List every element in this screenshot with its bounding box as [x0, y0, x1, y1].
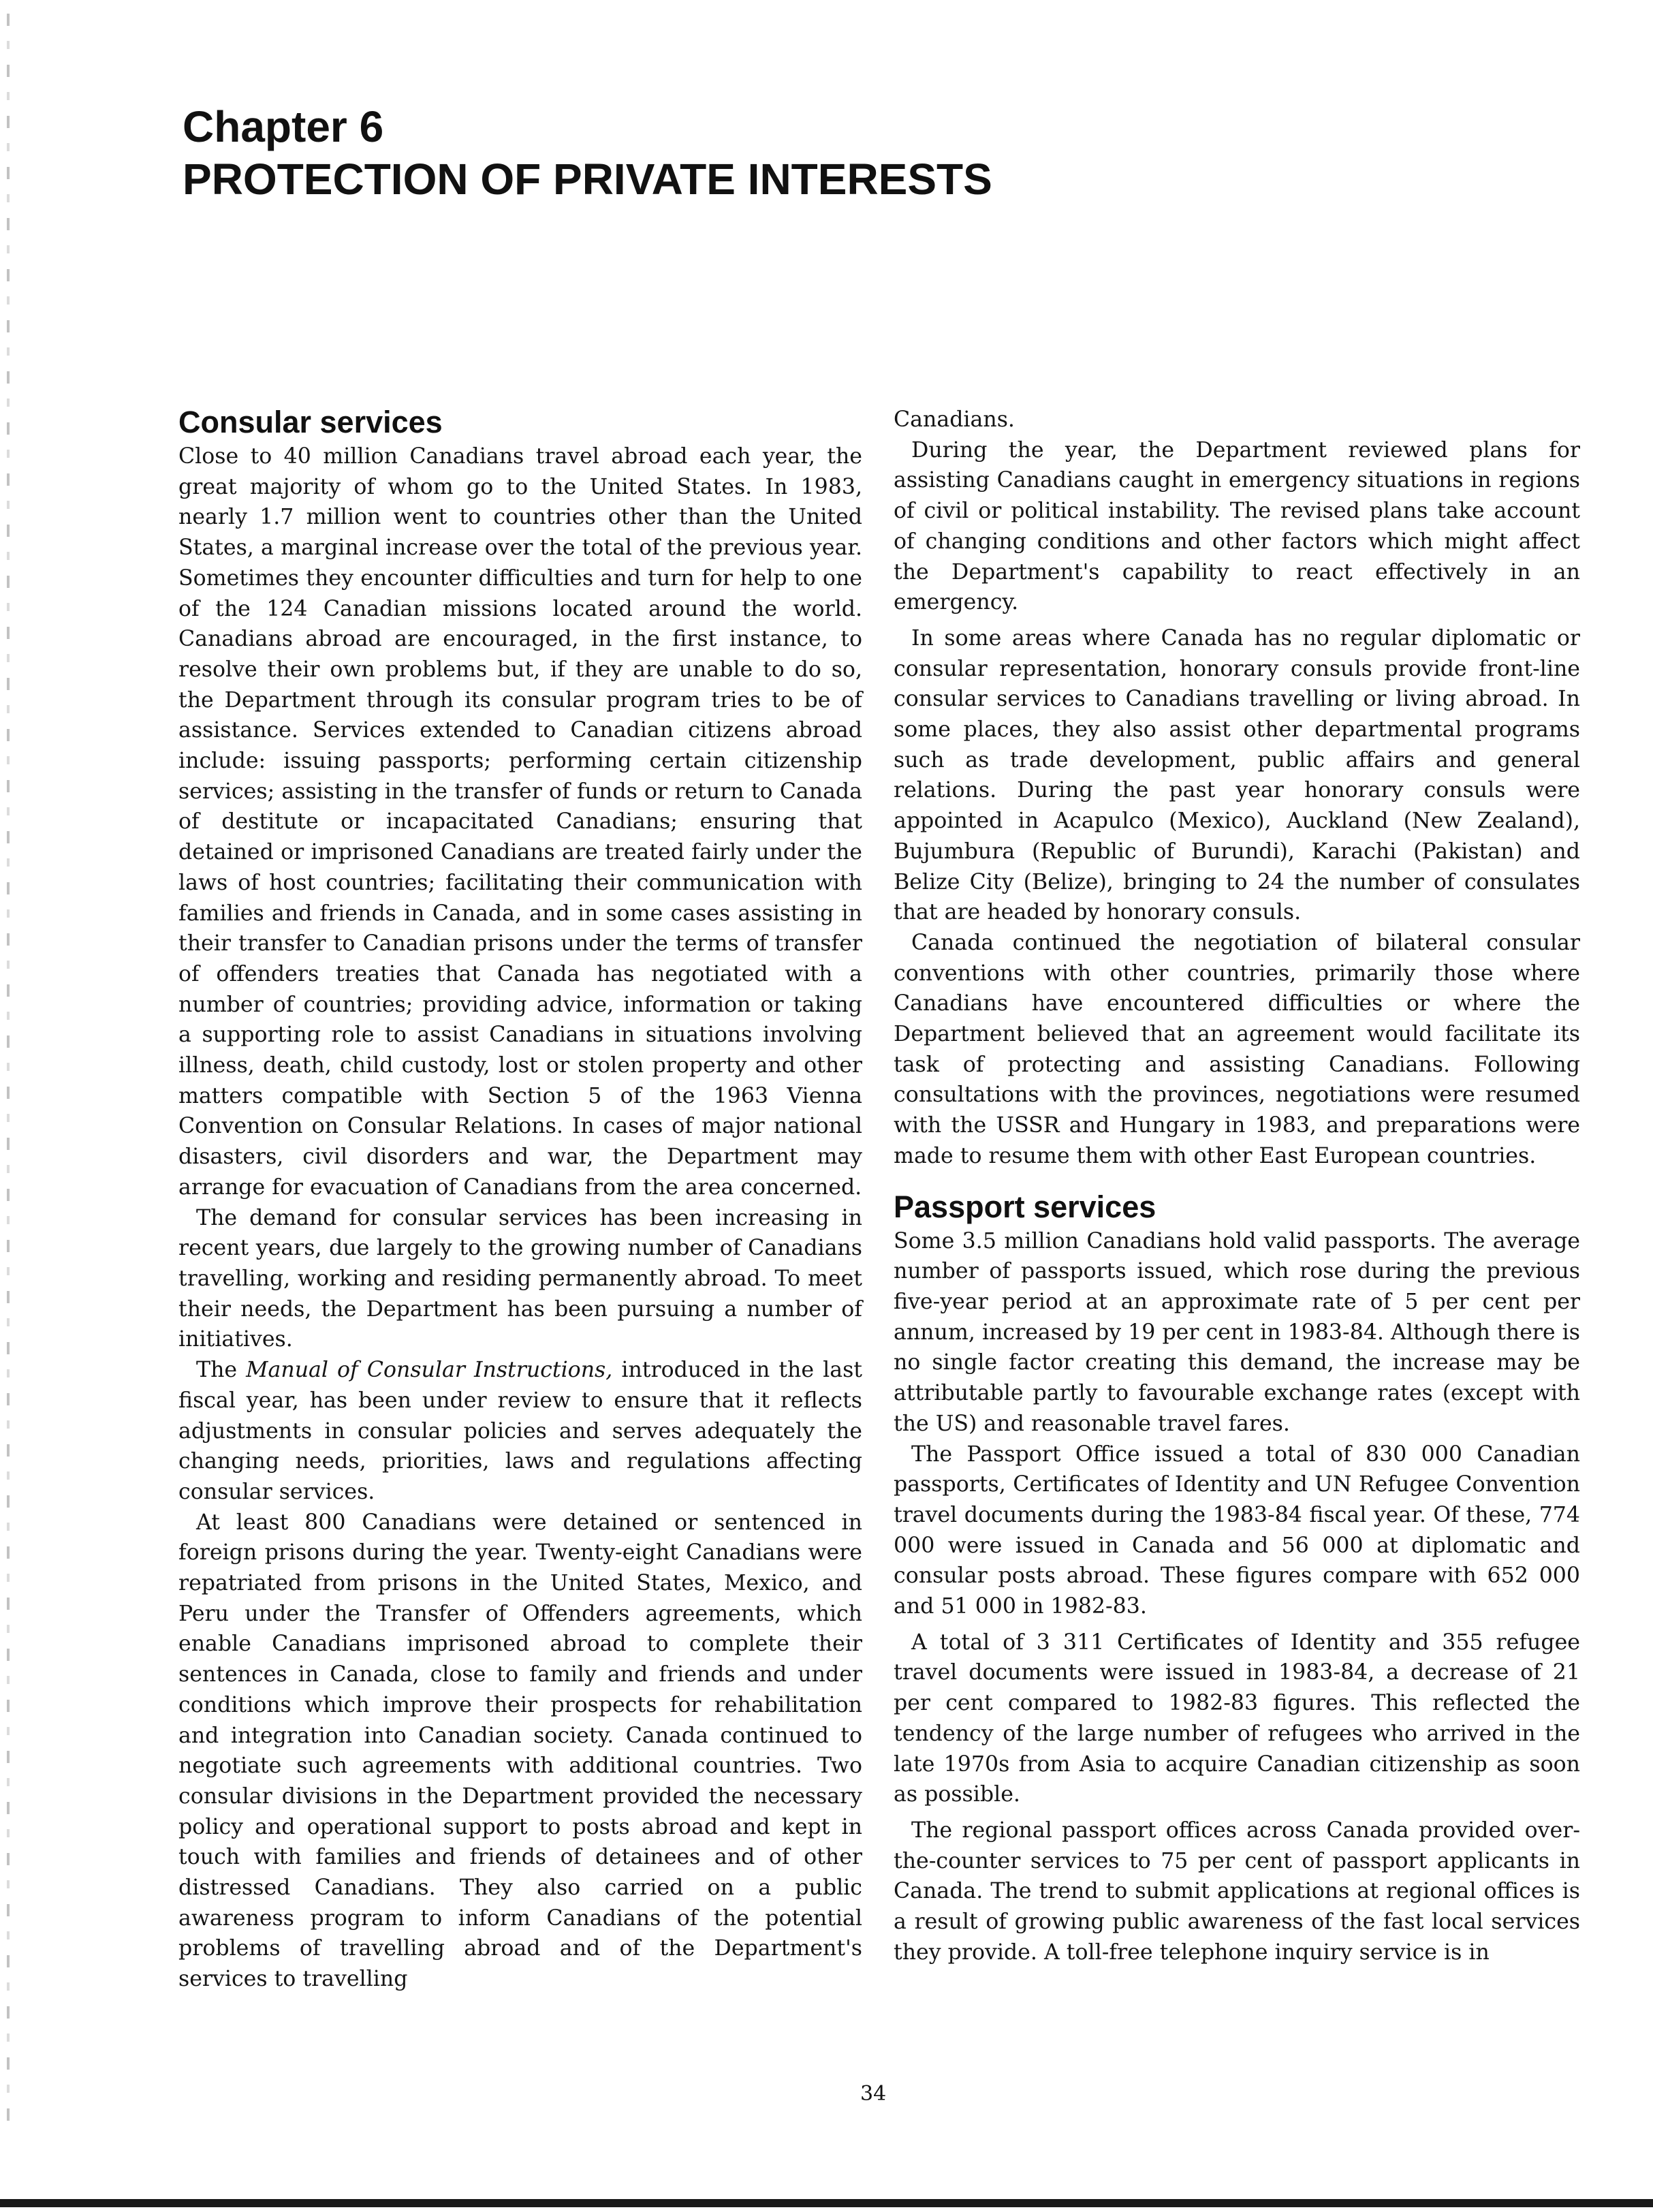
consular-services-heading: Consular services	[178, 405, 443, 439]
scan-edge	[7, 14, 10, 2125]
paragraph: A total of 3 311 Certificates of Identity and 355 refugee travel documents were issued in 1983-84, a decrease of 21 per cent compared to 1982-83 figures. This reflected the tendency of the large number of refugees who arrived in the late 1970s from Asia to acquire Canadian citizenship as soon as possible.	[894, 1630, 1580, 1807]
paragraph: Some 3.5 million Canadians hold valid passports. The average number of passports issued, which rose during the previous five-year period at an approximate rate of 5 per cent per annum, increased by 19 per cent in 1983-84. Although there is no single factor creating this demand, the increase may be attributable partly to favourable exchange rates (except with the US) and reasonable travel fares.	[894, 1228, 1580, 1436]
paragraph: Canadians.	[894, 407, 1015, 432]
text-span: The	[196, 1358, 247, 1383]
paragraph	[178, 1355, 862, 1508]
chapter-label: Chapter 6	[183, 102, 384, 151]
paragraph: The Passport Office issued a total of 830 000 Canadian passports, Certificates of Identity and UN Refugee Convention travel documents during the 1983-84 fiscal year. Of these, 774 000 were issued in Canada and 56 000 at diplomatic and consular posts abroad. These figures compare with 652 000 and 51 000 in 1982-83.	[894, 1442, 1580, 1619]
page-number: 34	[860, 2082, 887, 2106]
paragraph: During the year, the Department reviewed plans for assisting Canadians caught in emergency situations in regions of civil or political instability. The revised plans take account of changing conditions and other factors which might affect the Department's capability to react effectively in an emergency.	[894, 437, 1580, 615]
manual-title: Manual of Consular Instructions,	[246, 1358, 613, 1383]
left-column	[178, 405, 862, 1995]
passport-services-heading: Passport services	[894, 1189, 1156, 1224]
paragraph: The demand for consular services has been increasing in recent years, due largely to the growing number of Canadians travelling, working and residing permanently abroad. To meet their needs, the Department has been pursuing a number of initiatives.	[178, 1205, 862, 1352]
right-column	[894, 405, 1580, 1967]
paragraph: At least 800 Canadians were detained or sentenced in foreign prisons during the year. Twenty-eight Canadians were repatriated from prisons in the United States, Mexico, and Peru under the Transfer of Offenders agreements, which enable Canadians imprisoned abroad to complete their sentences in Canada, close to family and friends and under conditions which improve their prospects for rehabilitation and integration into Canadian society. Canada continued to negotiate such agreements with additional countries. Two consular divisions in the Department provided the necessary policy and operational support to posts abroad and kept in touch with families and friends of detainees and of other distressed Canadians. They also carried on a public awareness program to inform Canadians of the potential problems of travelling abroad and of the Department's services to travelling	[178, 1510, 862, 1992]
text-span: introduced in the last fiscal year, has been under review to ensure that it reflects adjustments in consular policies and serves adequately the changing needs, priorities, laws and regulations affecting consular services.	[178, 1358, 862, 1504]
bottom-border	[0, 2199, 1653, 2207]
paragraph: Canada continued the negotiation of bilateral consular conventions with other countries, primarily those where Canadians have encountered difficulties or where the Department believed that an agreement would facilitate its task of protecting and assisting Canadians. Following consultations with the provinces, negotiations were resumed with the USSR and Hungary in 1983, and preparations were made to resume them with other East European countries.	[894, 930, 1580, 1168]
chapter-title: PROTECTION OF PRIVATE INTERESTS	[183, 155, 992, 204]
chapter-header	[183, 101, 1545, 206]
paragraph: The regional passport offices across Canada provided over-the-counter services to 75 per cent of passport applicants in Canada. The trend to submit applications at regional offices is a result of growing public awareness of the fast local services they provide. A toll-free telephone inquiry service is in	[894, 1818, 1580, 1965]
paragraph: In some areas where Canada has no regular diplomatic or consular representation, honorary consuls provide front-line consular services to Canadians travelling or living abroad. In some places, they also assist other departmental programs such as trade development, public affairs and general relations. During the past year honorary consuls were appointed in Acapulco (Mexico), Auckland (New Zealand), Bujumbura (Republic of Burundi), Karachi (Pakistan) and Belize City (Belize), bringing to 24 the number of consulates that are headed by honorary consuls.	[894, 625, 1580, 925]
paragraph: Close to 40 million Canadians travel abroad each year, the great majority of whom go to the United States. In 1983, nearly 1.7 million went to countries other than the United States, a marginal increase over the total of the previous year. Sometimes they encounter difficulties and turn for help to one of the 124 Canadian missions located around the world. Canadians abroad are encouraged, in the first instance, to resolve their own problems but, if they are unable to do so, the Department through its consular program tries to be of assistance. Services extended to Canadian citizens abroad include: issuing passports; performing certain citizenship services; assisting in the transfer of funds or return to Canada of destitute or incapacitated Canadians; ensuring that detained or imprisoned Canadians are treated fairly under the laws of host countries; facilitating their communication with families and friends in Canada, and in some cases assisting in their transfer to Canadian prisons under the terms of transfer of offenders treaties that Canada has negotiated with a number of countries; providing advice, information or taking a supporting role to assist Canadians in situations involving illness, death, child custody, lost or stolen property and other matters compatible with Section 5 of the 1963 Vienna Convention on Consular Relations. In cases of major national disasters, civil disorders and war, the Department may arrange for evacuation of Canadians from the area concerned.	[178, 444, 862, 1200]
